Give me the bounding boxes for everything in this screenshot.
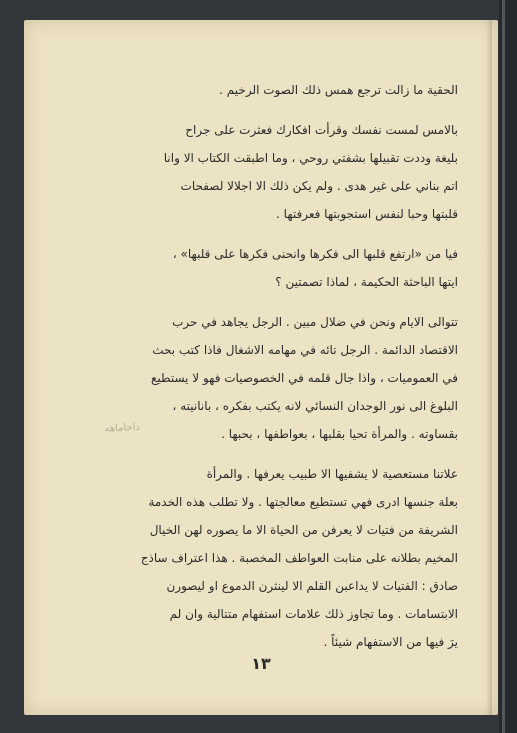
- text-line: البلوغ الى نور الوجدان النسائي لانه يكتب بفكره ، بانانيته ،: [172, 399, 458, 413]
- text-line: علاتنا مستعصية لا يشفيها الا طبيب يعرفها . والمرأة: [206, 467, 458, 481]
- book-page: [24, 20, 498, 715]
- text-line: بليغة وددت تقبيلها بشفتي روحي ، وما اطبقت الكتاب الا وانا: [163, 151, 458, 165]
- text-line: قلبتها وحبا لنفس استجوبتها فعرفتها .: [276, 207, 458, 221]
- text-line: في العموميات ، واذا جال قلمه في الخصوصيات فهو لا يستطيع: [150, 371, 458, 385]
- text-line: اتم بناني على غير هدى . ولم يكن ذلك الا اجلالا لصفحات: [180, 179, 458, 193]
- text-line: فيا من «ارتفع قلبها الى فكرها وانحنى فكرها على قلبها» ،: [172, 247, 458, 261]
- text-line: الشريفة من فتيات لا يعرفن من الحياة الا ما يصوره لهن الخيال: [149, 523, 458, 537]
- binding-edge: [499, 0, 517, 733]
- text-line: يرَ فيها من الاستفهام شيئاً .: [323, 635, 458, 649]
- page-number: ١٣: [251, 654, 271, 673]
- paragraph: [64, 76, 458, 104]
- paragraph-gap: [64, 448, 458, 460]
- text-line: الاقتصاد الدائمة . الرجل تائه في مهامه الاشغال فاذا كتب بحث: [152, 343, 458, 357]
- paragraph: [64, 460, 458, 656]
- text-line: المخيم بطلانه على منابت العواطف المخصبة . هذا اعتراف ساذج: [140, 551, 458, 565]
- text-line: بالامس لمست نفسك وقرأت افكارك فعثرت على جراح: [185, 123, 458, 137]
- text-line: بقساوته . والمرأة تحيا بقلبها ، بعواطفها ، بحبها .: [221, 427, 458, 441]
- paragraph-gap: [64, 228, 458, 240]
- text-line: ايتها الباحثة الحكيمة ، لماذا تصمتين ؟: [275, 275, 458, 289]
- paragraph: [64, 116, 458, 228]
- text-line: الحقية ما زالت ترجع همس ذلك الصوت الرخيم .: [219, 83, 458, 97]
- body-text: [64, 76, 458, 656]
- text-line: الابتسامات . وما تجاوز ذلك علامات استفهام متتالية وان لم: [169, 607, 458, 621]
- text-line: صادق : الفتيات لا يداعبن القلم الا لينثرن الدموع او ليصورن: [166, 579, 458, 593]
- margin-annotation: داحاماهه: [104, 421, 141, 435]
- paragraph: [64, 240, 458, 296]
- paragraph-gap: [64, 104, 458, 116]
- text-line: تتوالى الايام ونحن في ضلال مبين . الرجل يجاهد في حرب: [172, 315, 458, 329]
- paragraph-gap: [64, 296, 458, 308]
- text-line: بعلة جنسها ادرى فهي تستطيع معالجتها . ولا تطلب هذه الخدمة: [148, 495, 458, 509]
